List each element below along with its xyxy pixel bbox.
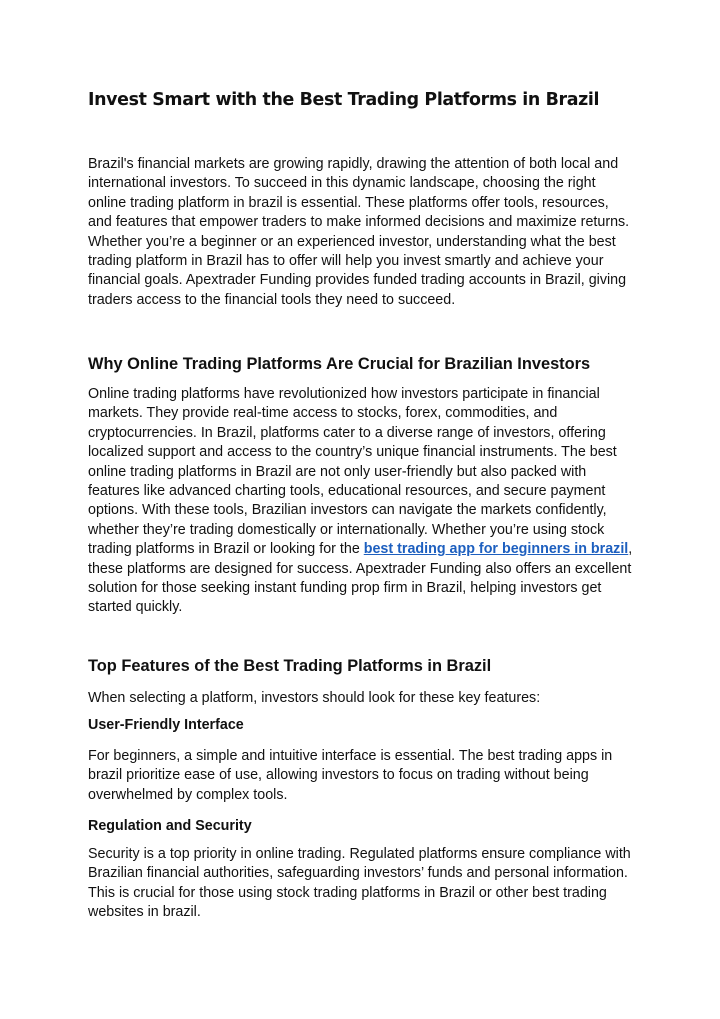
feature-heading-user-friendly: User-Friendly Interface	[88, 717, 244, 733]
paragraph-text-after-link: , these platforms are designed for success. Apextrader Funding also offers an excellent solution for those seeking instant funding prop firm in Brazil, helping investors get started quickly.	[88, 541, 633, 616]
feature-heading-regulation-security: Regulation and Security	[88, 818, 252, 834]
feature-text-user-friendly: For beginners, a simple and intuitive interface is essential. The best trading apps in brazil prioritize ease of use, allowing investors to focus on trading without being overwhelmed by complex tools.	[88, 748, 613, 803]
features-intro-text: When selecting a platform, investors should look for these key features:	[88, 690, 541, 706]
intro-paragraph: Brazil's financial markets are growing rapidly, drawing the attention of both local and international investors. To succeed in this dynamic landscape, choosing the right online trading platform in brazil is essential. These platforms offer tools, resources, and features that empower traders to make informed decisions and maximize returns. Whether you’re a beginner or an experienced investor, understanding what the best trading platform in Brazil has to offer will help you invest smartly and achieve your financial goals. Apextrader Funding provides funded trading accounts in Brazil, giving traders access to the financial tools they need to succeed.	[88, 156, 630, 308]
paragraph-text-before-link: Online trading platforms have revolutionized how investors participate in financial markets. They provide real-time access to stocks, forex, commodities, and cryptocurrencies. In Brazil, platforms cater to a diverse range of investors, offering localized support and access to the country’s unique financial instruments. The best online trading platforms in Brazil are not only user-friendly but also packed with features like advanced charting tools, educational resources, and secure payment options. With these tools, Brazilian investors can navigate the markets confidently, whether they’re trading domestically or internationally. Whether you’re using stock trading platforms in Brazil or looking for the	[88, 386, 617, 558]
feature-text-regulation-security: Security is a top priority in online trading. Regulated platforms ensure compliance with Brazilian financial authorities, safeguarding investors’ funds and personal information. This is crucial for those using stock trading platforms in Brazil or other best trading websites in brazil.	[88, 846, 631, 921]
section-heading-why-platforms: Why Online Trading Platforms Are Crucial for Brazilian Investors	[88, 355, 591, 373]
section-paragraph-why-platforms	[88, 385, 633, 618]
document-title: Invest Smart with the Best Trading Platforms in Brazil	[88, 90, 600, 110]
best-trading-app-link[interactable]: best trading app for beginners in brazil	[363, 541, 629, 558]
section-heading-top-features: Top Features of the Best Trading Platforms in Brazil	[88, 657, 492, 675]
